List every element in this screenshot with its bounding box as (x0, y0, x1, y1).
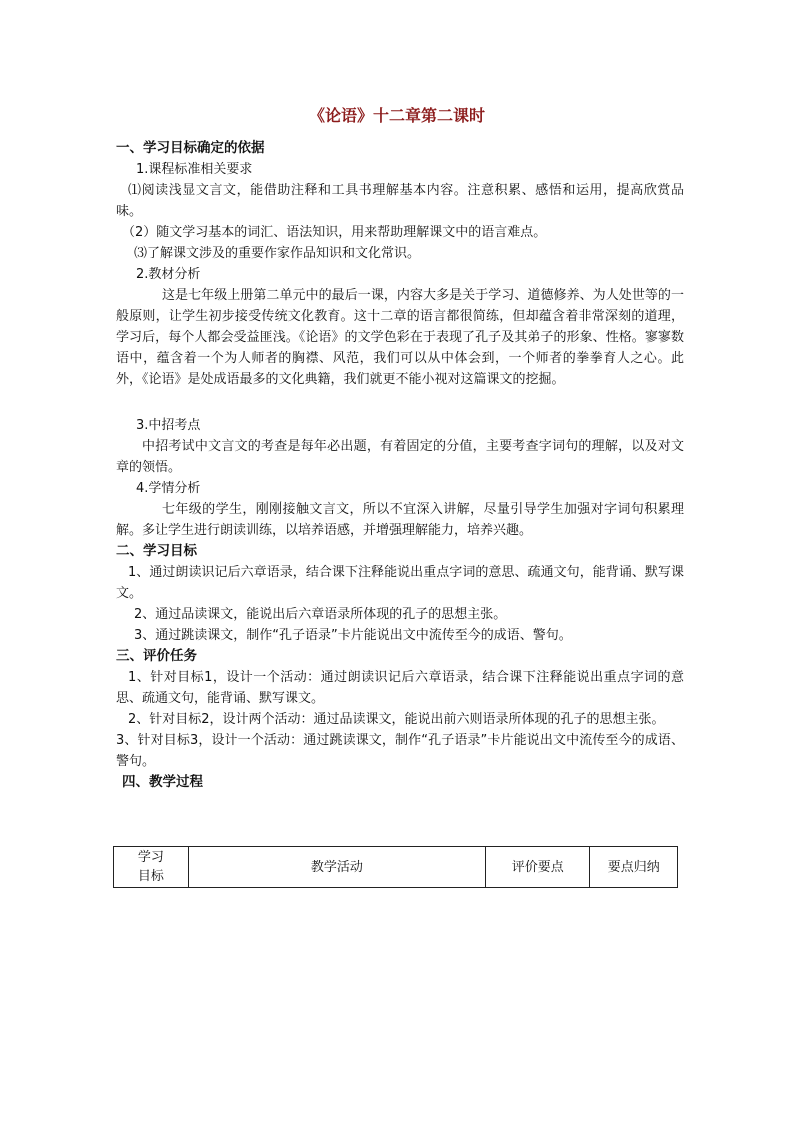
curriculum-item-2: （2）随文学习基本的词汇、语法知识，用来帮助理解课文中的语言难点。 (122, 225, 547, 240)
students-analysis-text: 七年级的学生，刚刚接触文言文，所以不宜深入讲解，尽量引导学生加强对字词句积累理解。多让学生进行朗读训练，以培养语感，并增强理解能力，培养兴趣。 (116, 502, 684, 538)
textbook-analysis-text: 这是七年级上册第二单元中的最后一课，内容大多是关于学习、道德修养、为人处世等的一般原则，让学生初步接受传统文化教育。这十二章的语言都很简练，但却蕴含着非常深刻的道理，学习后，每个人都会受益匪浅。《论语》的文学色彩在于表现了孔子及其弟子的形象、性格。寥寥数语中，蕴含着一个为人师者的胸襟、风范，我们可以从中体会到，一个师者的拳拳育人之心。此外，《论语》是处成语最多的文化典籍，我们就更不能小视对这篇课文的挖掘。 (116, 288, 684, 387)
table-header-evaluation: 评价要点 (485, 847, 589, 888)
table-header-goal-label: 学习目标 (137, 850, 164, 884)
goal-item-2: 2、通过品读课文，能说出后六章语录所体现的孔子的思想主张。 (134, 607, 507, 622)
subheading-exam: 3.中招考点 (136, 418, 201, 433)
section-heading-goals: 二、学习目标 (116, 543, 197, 559)
task-item-3: 3、针对目标3，设计一个活动：通过跳读课文，制作“孔子语录”卡片能说出文中流传至今的成语、警句。 (116, 733, 684, 769)
subheading-textbook: 2.教材分析 (136, 267, 201, 282)
section-heading-basis: 一、学习目标确定的依据 (116, 140, 265, 156)
subheading-students: 4.学情分析 (136, 481, 201, 496)
section-heading-tasks: 三、评价任务 (116, 648, 197, 664)
table-header-summary: 要点归纳 (590, 847, 678, 888)
page-title: 《论语》十二章第二课时 (308, 106, 485, 125)
document-body (116, 138, 684, 793)
goal-item-1: 1、通过朗读识记后六章语录，结合课下注释能说出重点字词的意思、疏通文句，能背诵、默写课文。 (116, 565, 684, 601)
task-item-2: 2、针对目标2，设计两个活动：通过品读课文，能说出前六则语录所体现的孔子的思想主张。 (128, 712, 665, 727)
table-header-activity: 教学活动 (188, 847, 485, 888)
goal-item-3: 3、通过跳读课文，制作“孔子语录”卡片能说出文中流传至今的成语、警句。 (134, 628, 572, 643)
exam-text: 中招考试中文言文的考查是每年必出题，有着固定的分值，主要考查字词句的理解，以及对文章的领悟。 (116, 439, 684, 475)
section-heading-process: 四、教学过程 (122, 774, 203, 790)
table-header-row (114, 847, 678, 888)
subheading-curriculum: 1.课程标准相关要求 (136, 162, 253, 177)
table-header-goal (114, 847, 189, 888)
task-item-1: 1、针对目标1，设计一个活动：通过朗读识记后六章语录，结合课下注释能说出重点字词的意思、疏通文句，能背诵、默写课文。 (116, 670, 684, 706)
teaching-process-table (113, 846, 678, 888)
curriculum-item-3: ⑶了解课文涉及的重要作家作品知识和文化常识。 (134, 246, 421, 261)
curriculum-item-1: ⑴阅读浅显文言文，能借助注释和工具书理解基本内容。注意积累、感悟和运用，提高欣赏品味。 (116, 183, 684, 219)
